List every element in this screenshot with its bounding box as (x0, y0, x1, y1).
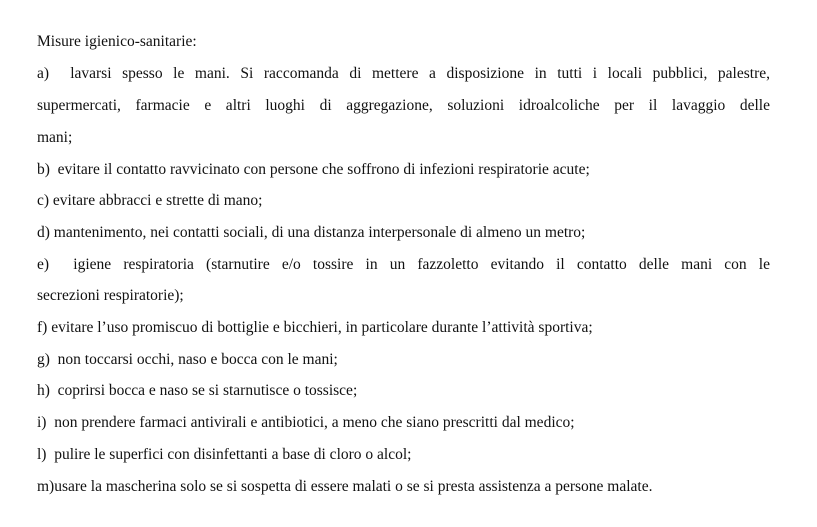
item-e-line-2: secrezioni respiratorie); (37, 287, 184, 304)
item-d: d) mantenimento, nei contatti sociali, di una distanza interpersonale di almeno un metro; (37, 224, 586, 241)
item-a-line-2: supermercati, farmacie e altri luoghi di aggregazione, soluzioni idroalcoliche per il lavaggio delle (37, 97, 770, 114)
item-l: l) pulire le superfici con disinfettanti a base di cloro o alcol; (37, 446, 412, 463)
item-m: m)usare la mascherina solo se si sospetta di essere malati o se si presta assistenza a persone malate. (37, 478, 653, 495)
item-h: h) coprirsi bocca e naso se si starnutisce o tossisce; (37, 382, 358, 399)
heading: Misure igienico-sanitarie: (37, 33, 197, 50)
item-a-line-3: mani; (37, 129, 73, 146)
item-i: i) non prendere farmaci antivirali e antibiotici, a meno che siano prescritti dal medico; (37, 414, 575, 431)
item-b: b) evitare il contatto ravvicinato con persone che soffrono di infezioni respiratorie acute; (37, 161, 590, 178)
item-f: f) evitare l’uso promiscuo di bottiglie e bicchieri, in particolare durante l’attività sportiva; (37, 319, 593, 336)
item-a-line-1: a) lavarsi spesso le mani. Si raccomanda di mettere a disposizione in tutti i locali pubblici, palestre, (37, 65, 770, 82)
item-g: g) non toccarsi occhi, naso e bocca con le mani; (37, 351, 338, 368)
item-c: c) evitare abbracci e strette di mano; (37, 192, 263, 209)
item-e-line-1: e) igiene respiratoria (starnutire e/o tossire in un fazzoletto evitando il contatto delle mani con le (37, 256, 770, 273)
